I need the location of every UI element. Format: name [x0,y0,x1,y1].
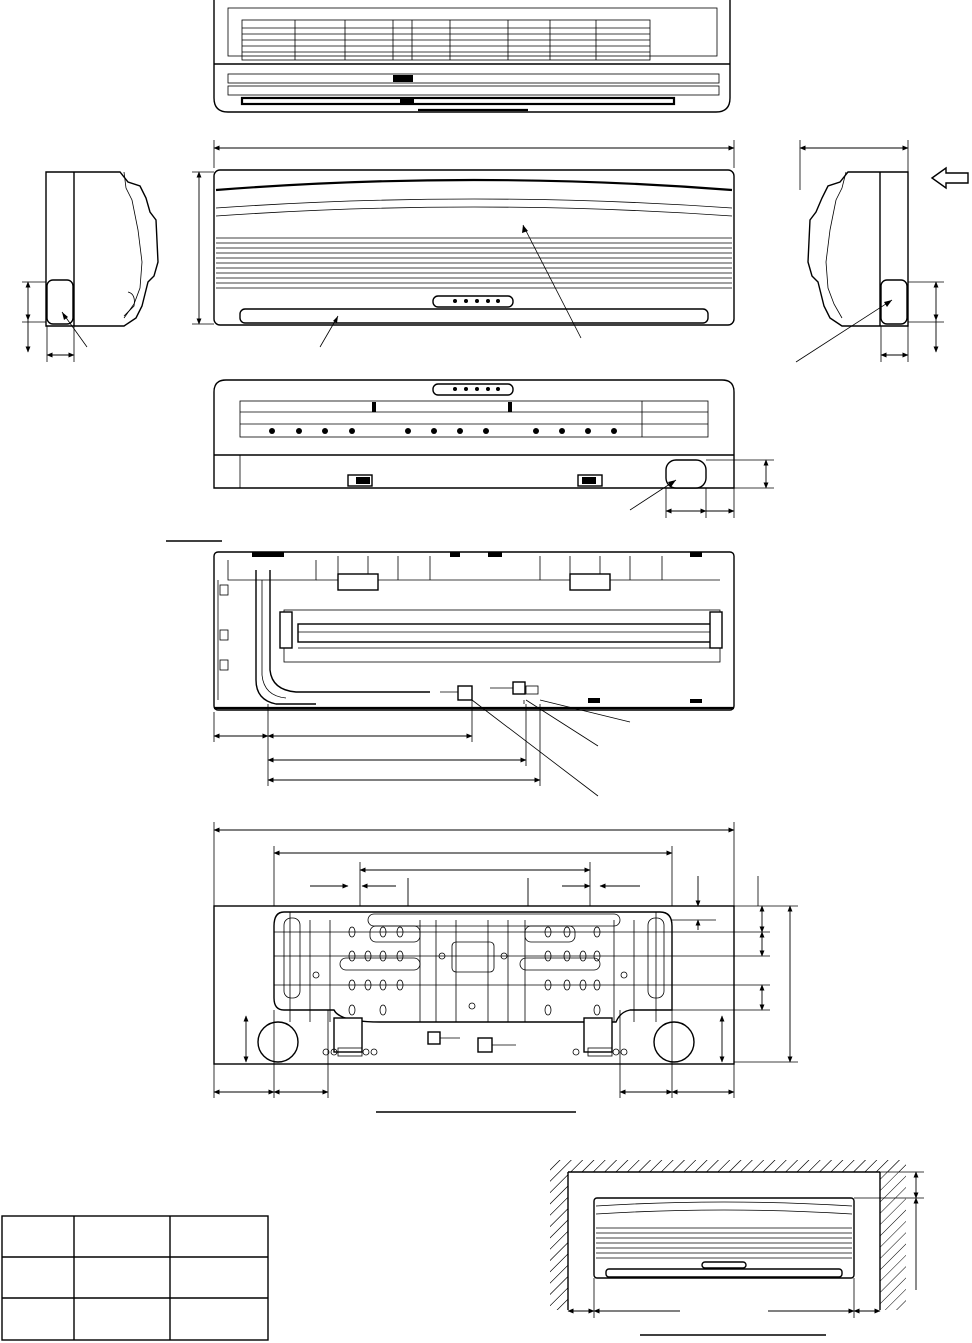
installation-clearance-view [550,1160,924,1335]
spec-table [2,1216,268,1340]
view-direction-arrow-icon [932,168,968,188]
top-view-grille [242,20,650,60]
left-side-view [22,172,158,362]
right-side-view [796,140,968,362]
front-view [192,140,734,347]
top-view [214,0,730,112]
bottom-view [166,380,774,541]
back-view [214,822,798,1112]
interior-view [214,552,734,796]
